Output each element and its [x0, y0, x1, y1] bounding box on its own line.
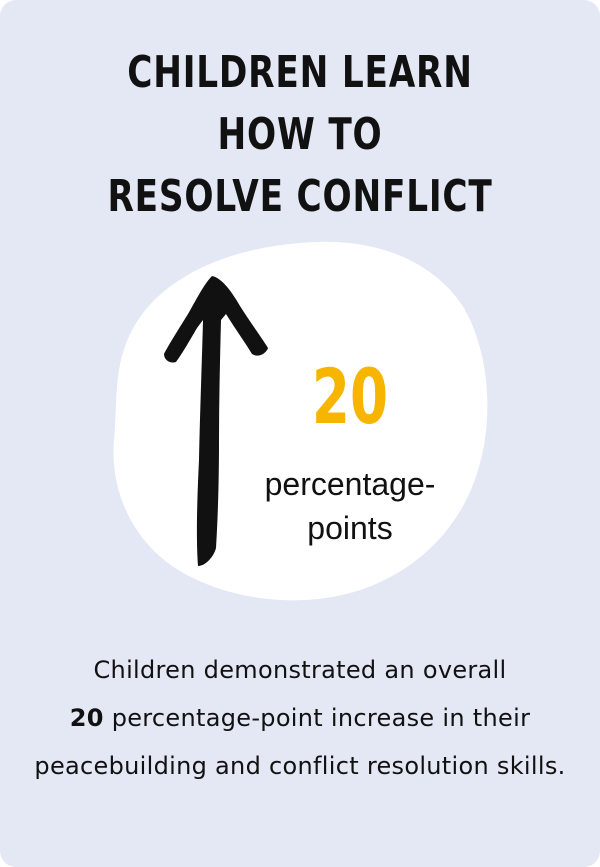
description-emphasis: 20 [69, 704, 104, 732]
stat-unit [236, 462, 464, 550]
stat-value: 20 [311, 352, 389, 441]
stat-unit-line-2: points [307, 510, 393, 546]
title-line-1: CHILDREN LEARN HOW TO [127, 47, 473, 160]
title-line-2: RESOLVE CONFLICT [107, 171, 493, 222]
description-before: Children demonstrated an overall [93, 656, 507, 684]
description-text [30, 646, 570, 790]
stat-unit-line-1: percentage- [264, 466, 436, 502]
description-after: percentage-point increase in their peacebuilding and conflict resolution skills. [34, 704, 566, 780]
